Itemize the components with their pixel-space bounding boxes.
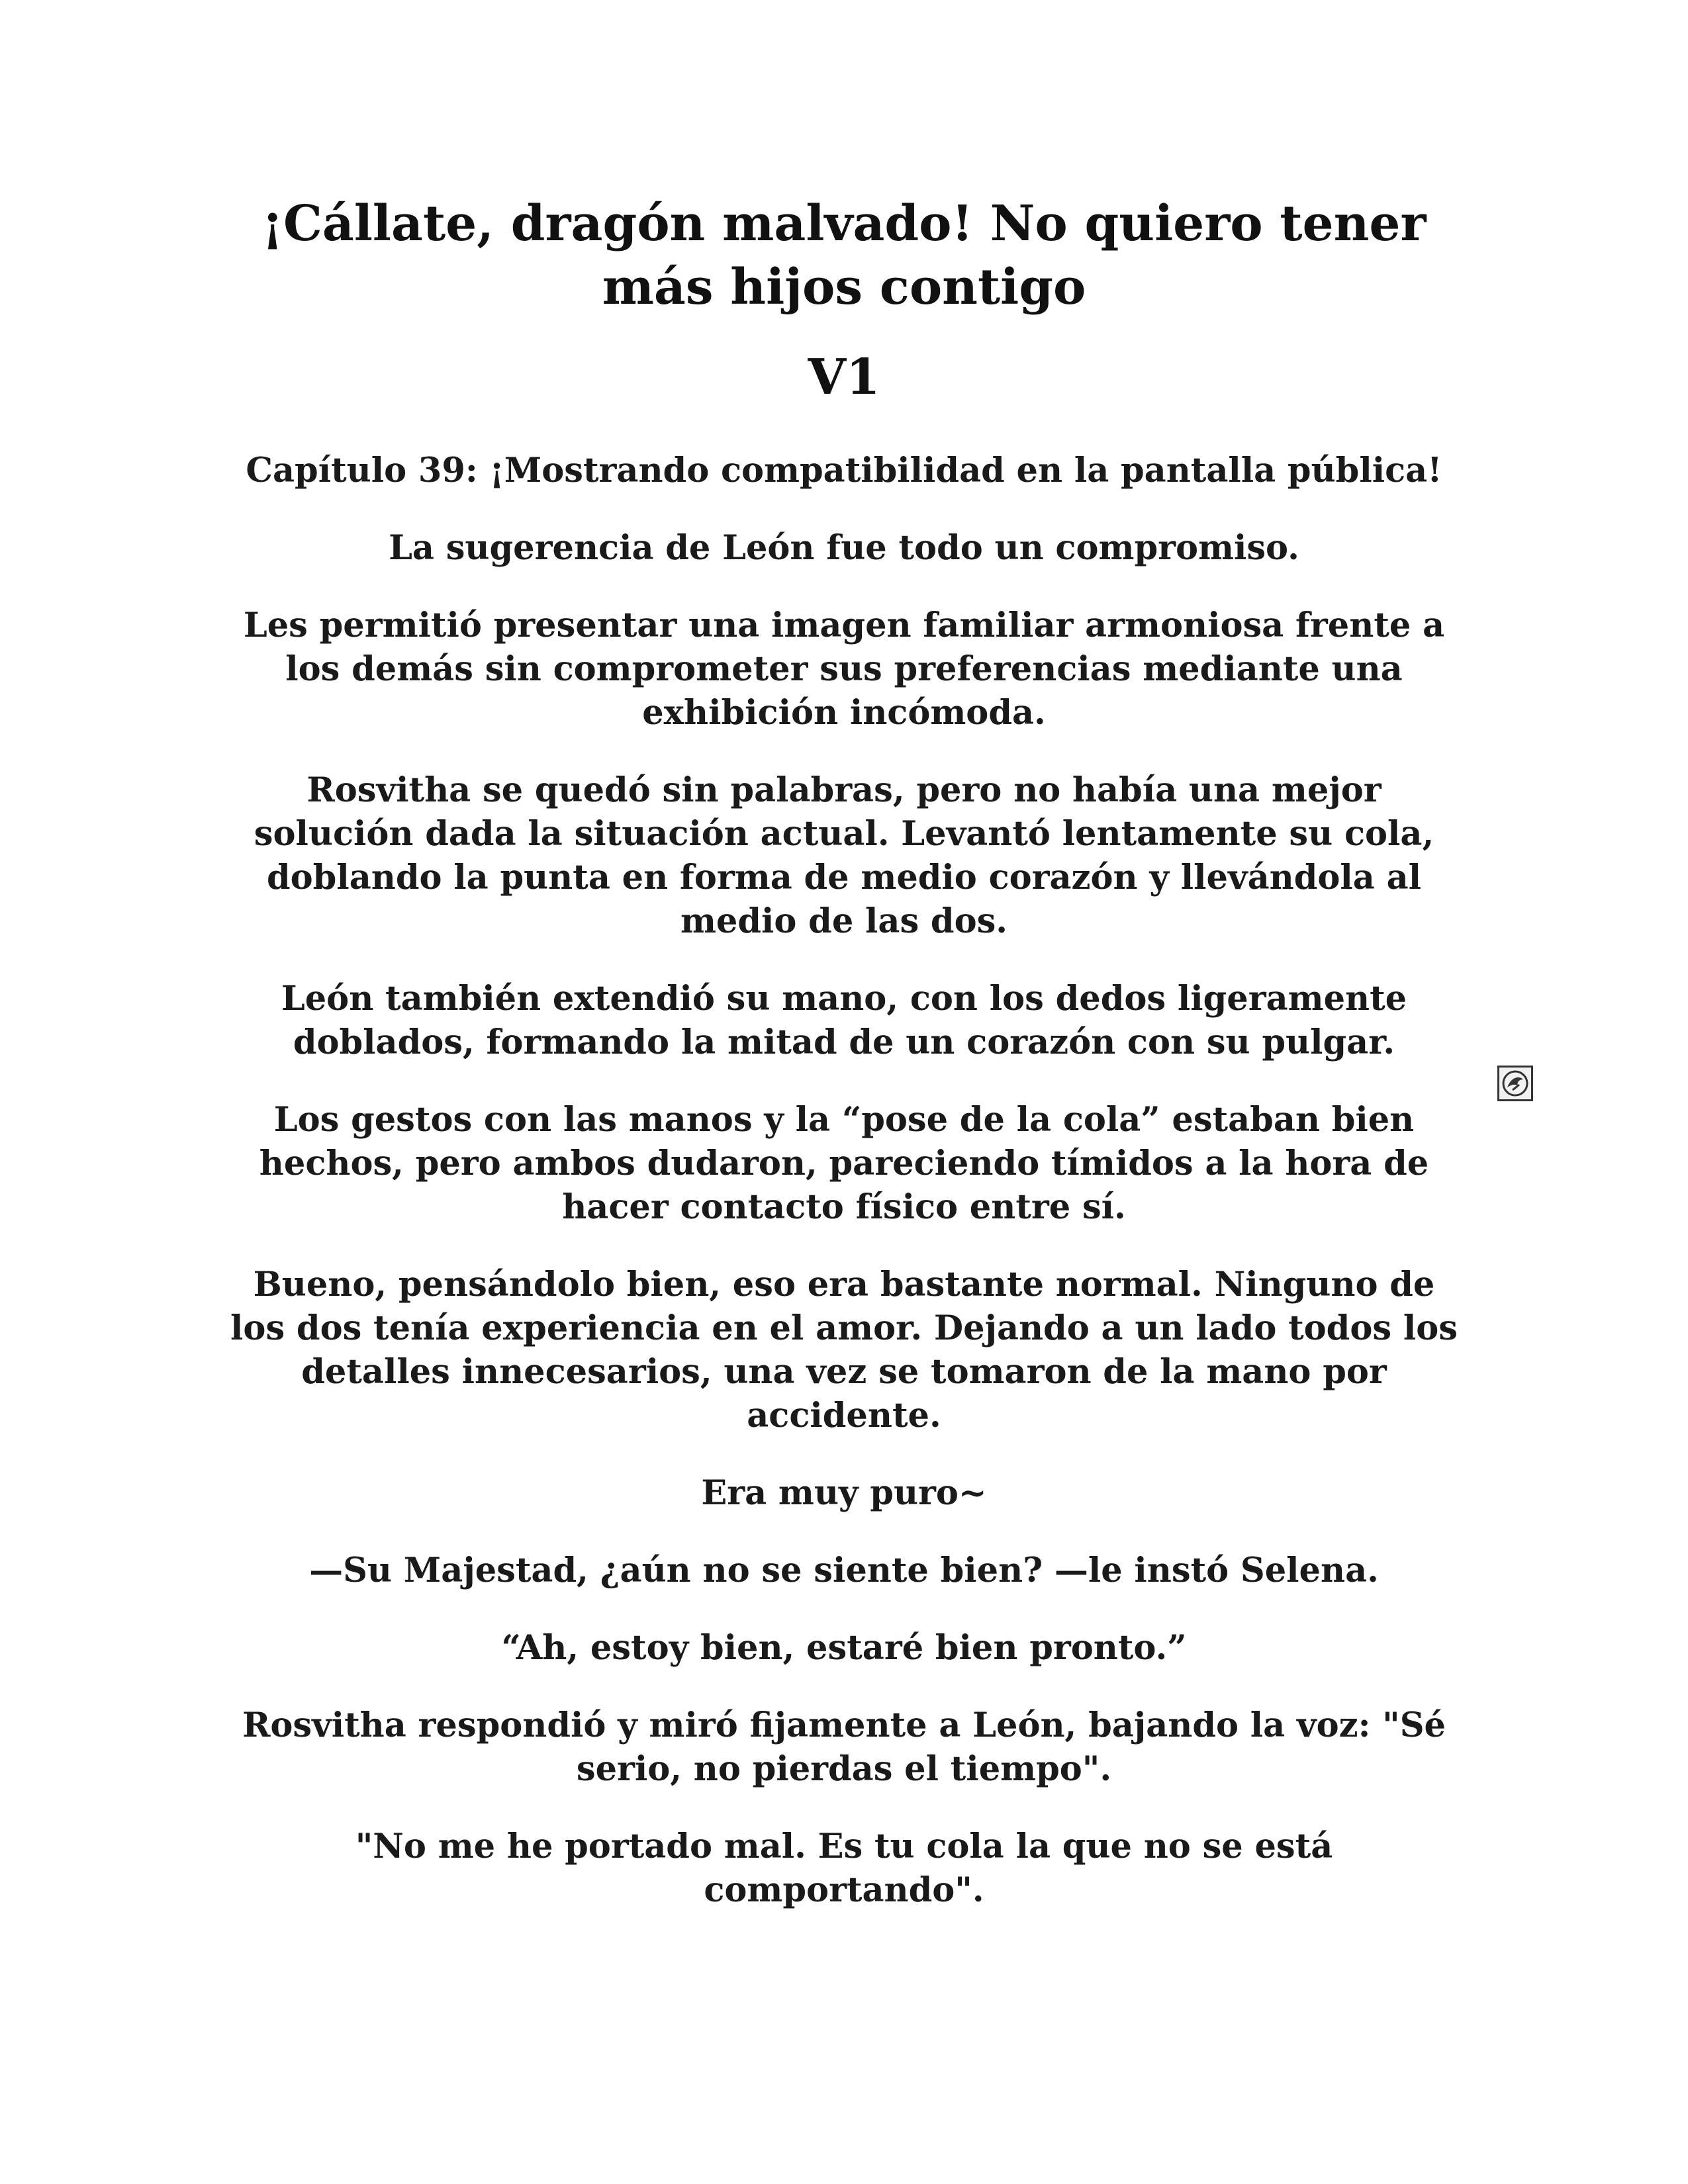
dragon-emblem-icon xyxy=(1497,1066,1533,1101)
document-title xyxy=(225,192,1463,319)
title-line-1: ¡Cállate, dragón malvado! No quiero tener xyxy=(261,195,1427,252)
paragraph: Bueno, pensándolo bien, eso era bastante normal. Ninguno de los dos tenía experiencia en el amor. Dejando a un lado todos los detalles innecesarios, una vez se tomaron de la mano por accidente. xyxy=(230,1265,1458,1435)
paragraph: —Su Majestad, ¿aún no se siente bien? —le instó Selena. xyxy=(309,1551,1379,1590)
paragraph: “Ah, estoy bien, estaré bien pronto.” xyxy=(501,1628,1187,1668)
paragraph: "No me he portado mal. Es tu cola la que no se está comportando". xyxy=(355,1827,1333,1910)
document-page xyxy=(225,192,1463,1912)
title-line-2: más hijos contigo xyxy=(602,259,1086,316)
dragon-emblem-svg xyxy=(1499,1068,1531,1099)
volume-label: V1 xyxy=(808,349,880,406)
paragraph: Les permitió presentar una imagen familiar armoniosa frente a los demás sin comprometer sus preferencias mediante una exhibición incómoda. xyxy=(243,606,1445,733)
paragraph: Rosvitha se quedó sin palabras, pero no había una mejor solución dada la situación actual. Levantó lentamente su cola, doblando la punta en forma de medio corazón y llevándola al medio de las dos. xyxy=(254,770,1434,941)
paragraph: Los gestos con las manos y la “pose de la cola” estaban bien hechos, pero ambos dudaron, pareciendo tímidos a la hora de hacer contacto físico entre sí. xyxy=(259,1100,1429,1227)
paragraph: León también extendió su mano, con los dedos ligeramente doblados, formando la mitad de un corazón con su pulgar. xyxy=(281,979,1407,1062)
paragraph: La sugerencia de León fue todo un compromiso. xyxy=(389,528,1299,568)
chapter-heading: Capítulo 39: ¡Mostrando compatibilidad en la pantalla pública! xyxy=(246,451,1442,490)
paragraph: Rosvitha respondió y miró fijamente a León, bajando la voz: "Sé serio, no pierdas el tiempo". xyxy=(242,1706,1446,1789)
paragraph: Era muy puro~ xyxy=(701,1473,987,1513)
